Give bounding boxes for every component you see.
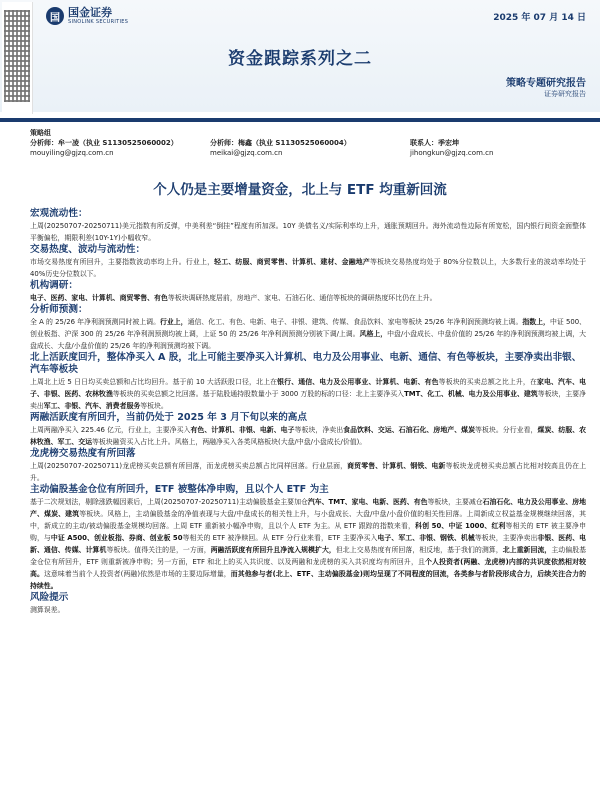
report-type: 策略专题研究报告 xyxy=(506,78,586,89)
section-heading: 风险提示 xyxy=(30,592,69,603)
analyst-2: 分析师：梅鑫（执业 S1130525060004） xyxy=(210,139,351,147)
report-body xyxy=(30,208,586,616)
report-subtype: 证券研究报告 xyxy=(544,90,586,98)
section-heading: 主动偏股基金仓位有所回升，ETF 被整体净申购，且以个人 ETF 为主 xyxy=(30,484,329,495)
section-paragraph: 上周(20250707-20250711)美元指数有所反弹，中美利差“倒挂”程度有所加深。10Y 美债名义/实际利率均上升，通胀预期回升。海外流动性边际有所宽松，国内银行间资金面整体平衡偏松，期限利差(10Y-1Y)小幅收窄。 xyxy=(30,222,586,242)
analyst-1: 分析师：牟一凌（执业 S1130525060002） xyxy=(30,139,178,147)
company-logo xyxy=(46,7,128,25)
contact-email[interactable]: jihongkun@gjzq.com.cn xyxy=(410,149,494,157)
section-heading: 交易热度、波动与流动性： xyxy=(30,244,146,255)
report-header xyxy=(0,0,600,118)
analyst-2-email[interactable]: meikai@gjzq.com.cn xyxy=(210,149,283,157)
section-heading: 北上活跃度回升，整体净买入 A 股，北上可能主要净买入计算机、电力及公用事业、电新、通信、有色等板块，主要净卖出非银、汽车等板块 xyxy=(30,352,582,375)
main-title: 个人仍是主要增量资金，北上与 ETF 均重新回流 xyxy=(153,182,447,198)
section-paragraph: 上周两融净买入 225.46 亿元，行业上，主要净买入有色、计算机、非银、电新、电子等板块，净卖出食品饮料、交运、石油石化、房地产、煤炭等板块。分行业看，煤炭、纺服、农林牧渔、军工、交运等板块融资买入占比上升。风格上，两融净买入各类风格板块(大盘/中盘/小盘成长/价值)。 xyxy=(30,426,587,446)
section-heading: 龙虎榜交易热度有所回落 xyxy=(30,448,136,459)
analyst-1-email[interactable]: mouyiling@gjzq.com.cn xyxy=(30,149,114,157)
report-date: 2025 年 07 月 14 日 xyxy=(493,13,586,23)
logo-cn: 国金证券 xyxy=(68,6,112,19)
section-paragraph: 全 A 的 25/26 年净利润预测同时被上调。行业上，通信、化工、有色、电新、电子、非银、建筑、传媒、食品饮料、家电等板块 25/26 年净利润预测均被上调。指数上，中证 500、创业板指、沪深 300 的 25/26 年净利润预测均被上调，上证 50 的 25/26 年净利润预测分别被下调/上调。风格上，中盘/小盘成长、中盘价值的 25/26 年的净利润预测均被上调，大盘成长、大盘/小盘价值的 25/26 年的净利润预测均被下调。 xyxy=(30,318,587,350)
logo-mark-icon: 国 xyxy=(46,7,64,25)
section-paragraph: 上周北上近 5 日日均买卖总额和占比均回升。基于前 10 大活跃股口径，北上在银行、通信、电力及公用事业、计算机、电新、有色等板块的买卖总额之比上升，在家电、汽车、电子、非银、医药、农林牧渔等板块的买卖总额之比回落。基于陆股通持股数量小于 3000 万股的标的口径：北上主要净买入TMT、化工、机械、电力及公用事业、建筑等板块，主要净卖出军工、非银、汽车、消费者服务等板块。 xyxy=(30,378,587,410)
contact: 联系人：季宏坤 xyxy=(410,139,459,147)
section-heading: 机构调研： xyxy=(30,280,78,291)
section-paragraph: 电子、医药、家电、计算机、商贸零售、有色等板块调研热度居前，房地产、家电、石油石化、通信等板块的调研热度环比仍在上升。 xyxy=(30,294,437,302)
section-paragraph: 市场交易热度有所回升，主要指数波动率均上升。行业上，轻工、纺服、商贸零售、计算机、建材、金融地产等板块交易热度均处于 80%分位数以上，大多数行业的波动率均处于 40%历史分位数以下。 xyxy=(30,258,586,278)
group-label: 策略组 xyxy=(30,129,51,137)
section-heading: 宏观流动性： xyxy=(30,208,88,219)
logo-en: SINOLINK SECURITIES xyxy=(68,19,129,25)
analyst-block xyxy=(30,128,590,158)
series-title: 资金跟踪系列之二 xyxy=(228,49,372,69)
section-heading: 分析师预测： xyxy=(30,304,88,315)
section-heading: 两融活跃度有所回升，当前仍处于 2025 年 3 月下旬以来的高点 xyxy=(30,412,307,423)
section-paragraph: 测算误差。 xyxy=(30,606,65,614)
section-paragraph: 上周(20250707-20250711)龙虎榜买卖总额有所回落，而龙虎榜买卖总额占比同样回落。行业层面，商贸零售、计算机、钢铁、电新等板块龙虎榜买卖总额占比相对较高且仍在上升。 xyxy=(30,462,587,482)
section-paragraph: 基于二次规划法，剔除涨跌幅因素后，上周(20250707-20250711)主动偏股基金主要加仓汽车、TMT、家电、电新、医药、有色等板块，主要减仓石油石化、电力及公用事业、房地产、煤炭、建筑等板块。风格上，主动偏股基金的净值表现与大盘/中盘成长的相关性上升，与小盘成长、大盘/中盘/小盘价值的相关性回落。上周新成立权益基金规模继续回落，其中，新成立的主动/被动偏股基金规模均回落。上周 ETF 重新被小幅净申购，且以个人 ETF 为主。从 ETF 跟踪的指数来看，科创 50、中证 1000、红利等相关的 ETF 被主要净申购，与中证 A500、创业板指、券商、创业板 50等相关的 ETF 被净赎回。从 ETF 分行业来看，ETF 主要净买入电子、军工、非银、钢铁、机械等板块，主要净卖出非银、医药、电新、通信、传媒、计算机等板块。值得关注的是，一方面，两融活跃度有所回升且净流入规模扩大，但北上交易热度有所回落，相反地，基于我们的测算，北上重新回流，主动偏股基金仓位有所回升，ETF 则重新被净申购；另一方面，ETF 和北上的买入共识度、以及两融和龙虎榜的买入共识度均有所回升，且个人投资者(两融、龙虎榜)内部的共识度依然相对较高。这意味着当前个人投资者(两融)依然是市场的主要边际增量，而其他参与者(北上、ETF、主动偏股基金)则均呈现了不同程度的回流，各类参与者阶段形成合力，后续关注合力的持续性。 xyxy=(30,498,587,590)
header-divider xyxy=(0,118,600,122)
